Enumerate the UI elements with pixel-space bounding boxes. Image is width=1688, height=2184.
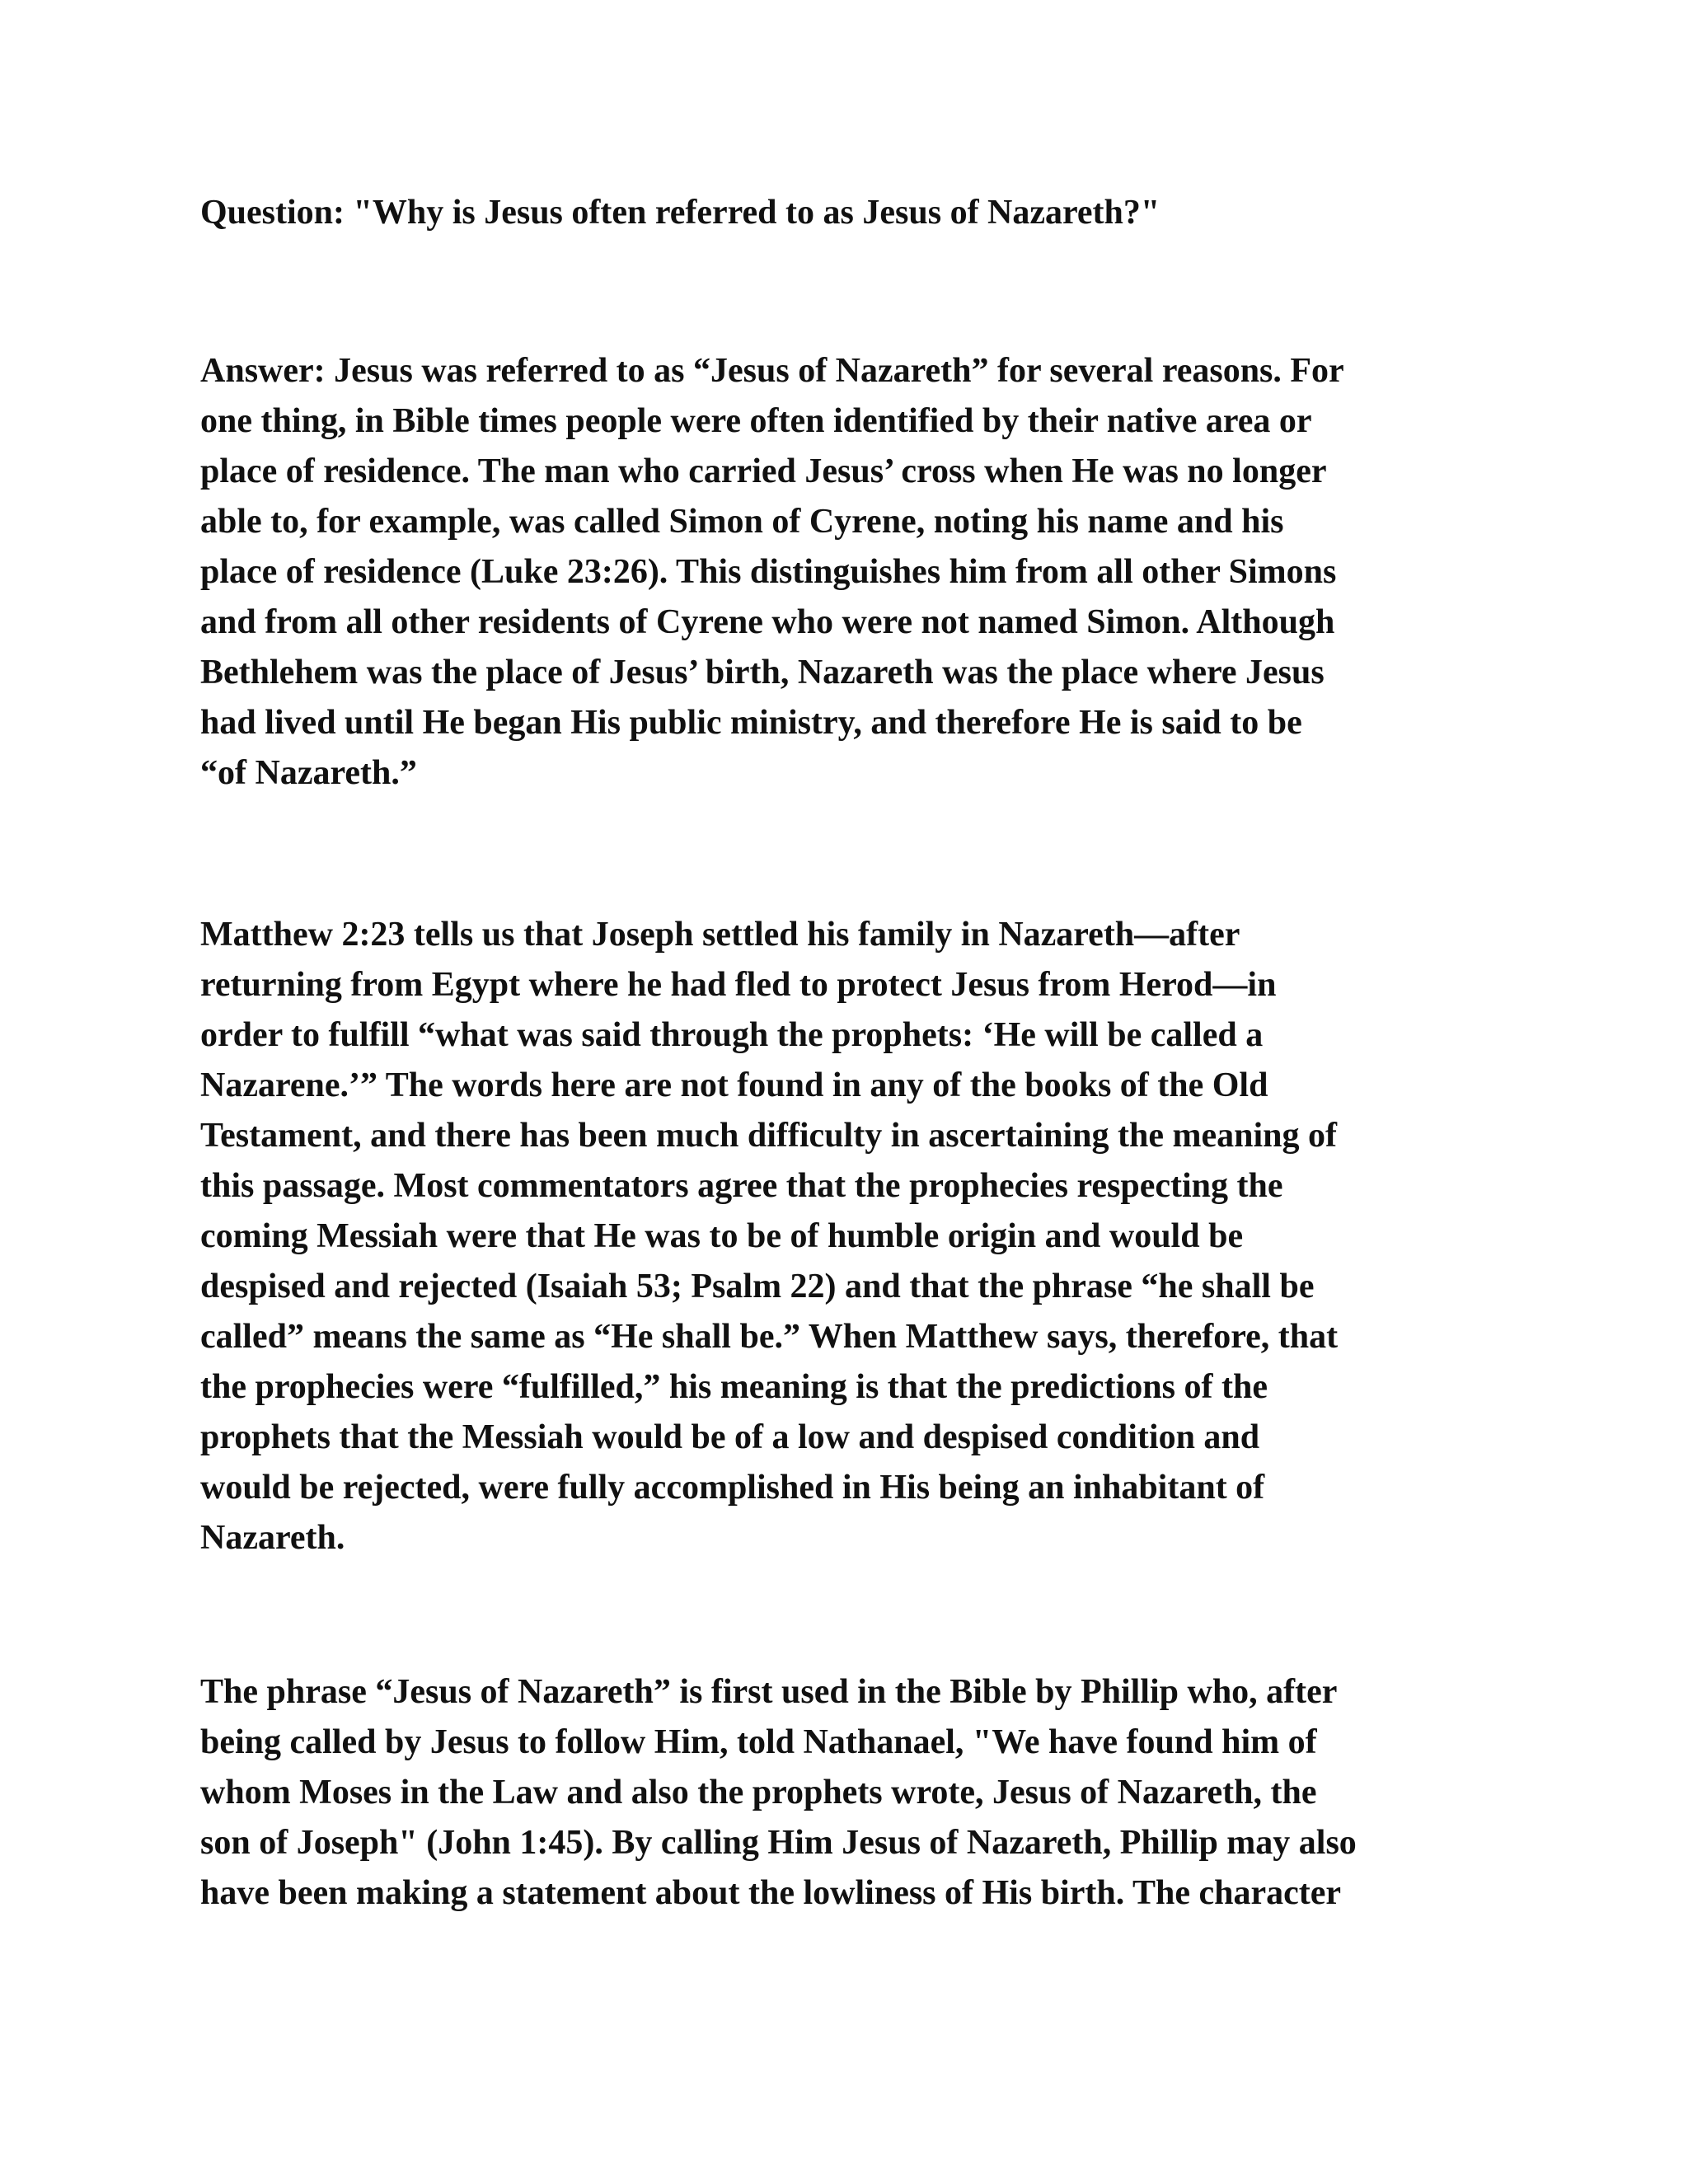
paragraph-line: had lived until He began His public ministry, and therefore He is said to be (200, 704, 1302, 742)
question-line: Question: "Why is Jesus often referred to as Jesus of Nazareth?" (200, 194, 1160, 232)
phillip-paragraph (200, 1667, 1357, 1919)
paragraph-line: one thing, in Bible times people were often identified by their native area or (200, 402, 1312, 440)
paragraph-line: Answer: Jesus was referred to as “Jesus of Nazareth” for several reasons. For (200, 352, 1344, 390)
paragraph-line: Bethlehem was the place of Jesus’ birth, Nazareth was the place where Jesus (200, 654, 1325, 691)
paragraph-line: The phrase “Jesus of Nazareth” is first used in the Bible by Phillip who, after (200, 1673, 1338, 1711)
paragraph-line: place of residence. The man who carried Jesus’ cross when He was no longer (200, 452, 1327, 490)
paragraph-line: would be rejected, were fully accomplished in His being an inhabitant of (200, 1469, 1265, 1507)
paragraph-line: Nazareth. (200, 1519, 345, 1557)
paragraph-line: coming Messiah were that He was to be of humble origin and would be (200, 1217, 1244, 1255)
matthew-paragraph (200, 910, 1338, 1563)
paragraph-line: prophets that the Messiah would be of a low and despised condition and (200, 1418, 1260, 1456)
paragraph-line: Matthew 2:23 tells us that Joseph settled his family in Nazareth—after (200, 916, 1240, 954)
answer-paragraph (200, 346, 1344, 799)
paragraph-line: place of residence (Luke 23:26). This distinguishes him from all other Simons (200, 553, 1337, 591)
paragraph-line: whom Moses in the Law and also the prophets wrote, Jesus of Nazareth, the (200, 1774, 1317, 1811)
paragraph-line: despised and rejected (Isaiah 53; Psalm 22) and that the phrase “he shall be (200, 1268, 1315, 1305)
paragraph-line: able to, for example, was called Simon of Cyrene, noting his name and his (200, 503, 1284, 541)
paragraph-line: have been making a statement about the lowliness of His birth. The character (200, 1874, 1342, 1912)
paragraph-line: being called by Jesus to follow Him, told Nathanael, "We have found him of (200, 1723, 1317, 1761)
paragraph-line: “of Nazareth.” (200, 754, 417, 792)
paragraph-line: Nazarene.’” The words here are not found in any of the books of the Old (200, 1066, 1268, 1104)
paragraph-line: order to fulfill “what was said through the prophets: ‘He will be called a (200, 1016, 1264, 1054)
paragraph-line: Testament, and there has been much difficulty in ascertaining the meaning of (200, 1117, 1338, 1155)
paragraph-line: this passage. Most commentators agree that the prophecies respecting the (200, 1167, 1283, 1205)
paragraph-line: and from all other residents of Cyrene who were not named Simon. Although (200, 603, 1335, 641)
paragraph-line: returning from Egypt where he had fled to protect Jesus from Herod—in (200, 966, 1277, 1004)
paragraph-line: called” means the same as “He shall be.” When Matthew says, therefore, that (200, 1318, 1339, 1356)
paragraph-line: the prophecies were “fulfilled,” his meaning is that the predictions of the (200, 1368, 1268, 1406)
question-heading (200, 188, 1160, 238)
paragraph-line: son of Joseph" (John 1:45). By calling Him Jesus of Nazareth, Phillip may also (200, 1824, 1357, 1862)
